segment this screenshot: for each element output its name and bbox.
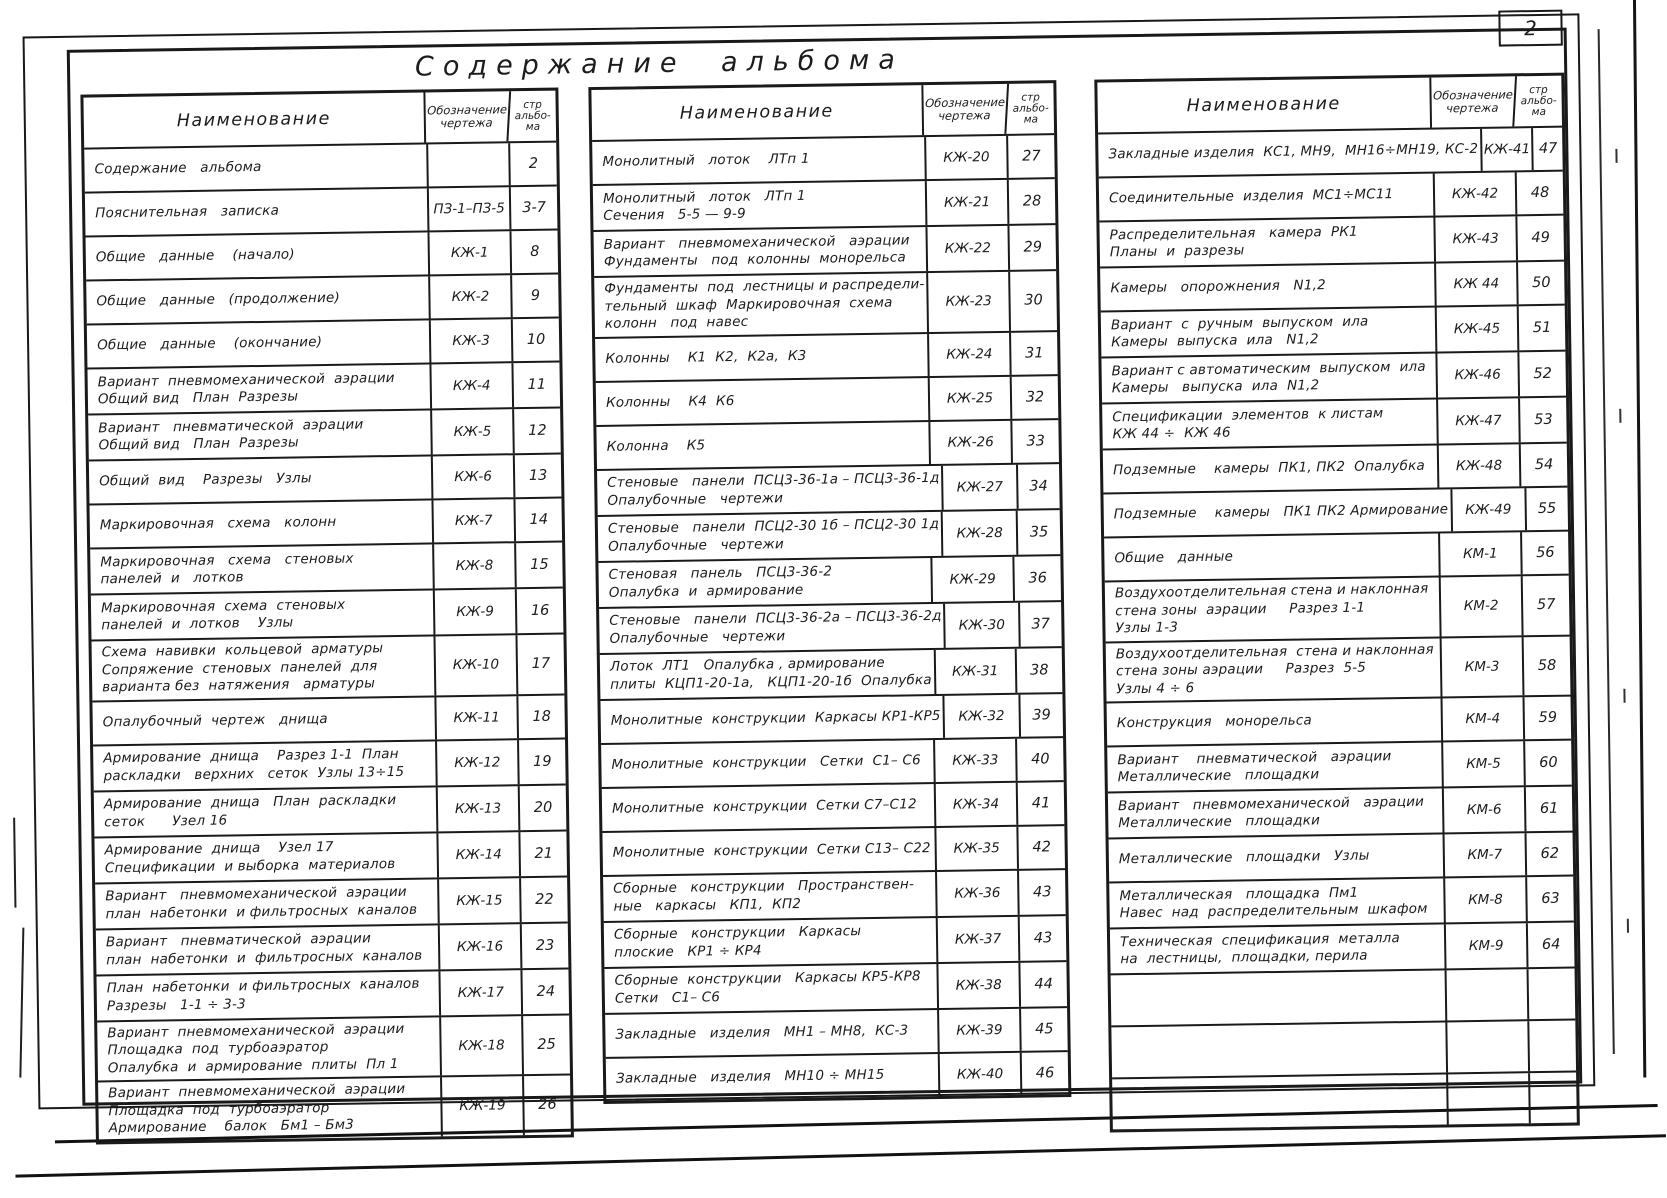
row-album-page [1530, 1073, 1577, 1124]
table-row [599, 600, 1062, 653]
row-album-page: 43 [1032, 883, 1052, 901]
row-name: Сборные конструкции Каркасы КР5-КР8 Сетки С1– С6 [604, 963, 939, 1012]
row-drawing-code: КЖ-30 [945, 602, 1020, 647]
row-name: Вариант пневматической аэрации план набетонки и фильтросных каналов [96, 925, 441, 974]
table-row [604, 960, 1067, 1013]
scan-tick-mark [1615, 149, 1617, 163]
row-album-page: 37 [1031, 615, 1050, 633]
row-drawing-code: КЖ-22 [927, 226, 1010, 271]
row-album-page: 18 [532, 708, 552, 725]
table-row [605, 1006, 1068, 1057]
row-drawing-code: КЖ-3 [431, 319, 514, 362]
row-name: Распределительная камера РК1 Планы и разрезы [1099, 218, 1436, 267]
row-album-page: 22 [535, 891, 554, 908]
row-album-page: 35 [1029, 523, 1049, 541]
header-name: Наименование [83, 92, 426, 147]
row-name: Общие данные (начало) [86, 232, 431, 279]
row-drawing-code: КЖ-42 [1435, 172, 1518, 215]
row-name: Опалубочный чертеж днища [92, 697, 437, 744]
row-album-page: 28 [1022, 193, 1042, 210]
table-row [1111, 967, 1576, 1026]
row-album-page: 17 [531, 655, 551, 673]
table-row [602, 824, 1065, 875]
row-drawing-code: КЖ-10 [435, 635, 518, 695]
row-album-page: 45 [1035, 1020, 1054, 1038]
row-drawing-code: КЖ-25 [930, 376, 1013, 419]
row-album-page: 53 [1534, 411, 1553, 429]
row-drawing-code: КЖ-47 [1438, 398, 1521, 443]
row-album-page: 49 [1531, 229, 1551, 247]
table-row [91, 633, 564, 700]
row-album-page: 43 [1033, 929, 1053, 947]
table-rows [84, 143, 571, 1141]
row-name [1111, 970, 1448, 1025]
row-name: Вариант пневматической аэрации Общий вид План Разрезы [88, 410, 433, 459]
row-name: Армирование днища План раскладки сеток Узел 16 [94, 787, 439, 836]
scan-tick-mark [1623, 689, 1625, 703]
table-row [94, 829, 567, 882]
row-name: Армирование днища Разрез 1-1 План раскладки верхних сеток Узлы 13÷15 [93, 741, 438, 790]
row-drawing-code: КЖ-38 [938, 962, 1021, 1007]
row-drawing-code: КЖ-40 [940, 1052, 1023, 1095]
row-name: Маркировочная схема стеновых панелей и лотков Узлы [91, 590, 436, 639]
table-row [96, 967, 569, 1020]
row-name: Вариант с автоматическим выпуском ила Камеры выпуска ила N1,2 [1101, 354, 1438, 403]
row-name: Лоток ЛТ1 Опалубка , армирование плиты КЦП1-20-1а, КЦП1-20-1б Опалубка [600, 649, 936, 698]
row-album-page: 61 [1539, 800, 1559, 818]
row-name: Общий вид Разрезы Узлы [89, 456, 434, 503]
row-name: Стеновая панель ПСЦ3-36-2 Опалубка и армирование [598, 558, 933, 607]
row-drawing-code: КЖ-48 [1439, 444, 1522, 487]
table-row [1110, 921, 1575, 974]
table-row [98, 1073, 571, 1140]
table-row [593, 177, 1056, 230]
table-row [1104, 530, 1569, 581]
table-row [600, 646, 1063, 699]
table-row [598, 554, 1061, 607]
row-drawing-code: КЖ-17 [440, 970, 523, 1015]
paper-edge-right [1633, 0, 1646, 1078]
row-drawing-code: КЖ-28 [943, 510, 1019, 555]
row-name [1112, 1074, 1449, 1129]
toc-table-right [1094, 73, 1580, 1133]
table-row [1105, 574, 1570, 641]
row-name: Подземные камеры ПК1 ПК2 Армирование [1103, 489, 1452, 536]
row-album-page: 51 [1532, 319, 1552, 337]
table-row [601, 736, 1064, 787]
row-name: Стеновые панели ПСЦ2-30 1б – ПСЦ2-30 1д Опалубочные чертежи [598, 511, 944, 560]
row-drawing-code: КЖ-26 [930, 420, 1013, 463]
row-album-page: 54 [1534, 456, 1554, 474]
row-album-page: 64 [1541, 936, 1561, 954]
row-album-page: 9 [530, 287, 541, 304]
row-drawing-code: КЖ-5 [432, 409, 515, 454]
table-row [1103, 486, 1568, 537]
row-name: Металлические площадки Узлы [1109, 834, 1446, 881]
row-drawing-code: КЖ-14 [438, 832, 521, 877]
table-row [1106, 634, 1571, 701]
row-name: Вариант пневмомеханической аэрации Фундаменты под колонны монорельса [594, 227, 929, 276]
row-album-page: 57 [1536, 597, 1556, 614]
toc-table-middle [588, 80, 1071, 1103]
table-row [93, 737, 566, 790]
row-name: Колонны К4 К6 [596, 378, 931, 425]
paper-edge-left-inner [13, 818, 16, 908]
row-drawing-code: КЖ-41 [1482, 128, 1534, 171]
header-album-page: стр альбо- ма [1012, 90, 1049, 126]
row-name: Металлическая площадка Пм1 Навес над распределительным шкафом [1109, 878, 1446, 927]
table-row [602, 780, 1065, 831]
header-album-page: стр альбо- ма [514, 98, 551, 133]
table-row [1099, 170, 1564, 221]
row-name: Закладные изделия МН10 ÷ МН15 [606, 1053, 941, 1100]
row-name: Вариант пневмомеханической аэрации план набетонки и фильтросных каналов [95, 879, 440, 928]
row-drawing-code: КЖ-31 [935, 648, 1017, 693]
row-drawing-code: КЖ-24 [929, 332, 1012, 375]
table-row [1103, 442, 1568, 493]
header-drawing-code: Обозначение чертежа [424, 91, 511, 142]
row-album-page: 36 [1028, 569, 1048, 587]
row-drawing-code: КЖ-19 [442, 1076, 525, 1136]
table-rows [1098, 128, 1577, 1130]
header-drawing-code: Обозначение чертежа [922, 84, 1009, 135]
row-name: Маркировочная схема стеновых панелей и лотков [90, 544, 435, 593]
paper-edge-right-inner [1598, 29, 1615, 1054]
table-row [598, 508, 1061, 561]
row-album-page: 44 [1034, 975, 1054, 993]
sheet-number: 2 [1524, 16, 1538, 41]
row-album-page: 16 [530, 602, 550, 619]
table-header [83, 91, 556, 150]
table-row [94, 783, 567, 836]
table-row [95, 875, 568, 928]
row-album-page: 55 [1537, 500, 1557, 518]
row-drawing-code: КЖ-1 [429, 231, 512, 274]
row-album-page: 48 [1530, 184, 1550, 202]
row-name: Стеновые панели ПСЦ3-36-1а – ПСЦ3-36-1д Опалубочные чертежи [597, 465, 944, 514]
row-drawing-code: КМ-8 [1445, 877, 1528, 922]
table-row [597, 462, 1060, 515]
row-album-page [1529, 1021, 1576, 1072]
row-album-page: 27 [1022, 148, 1041, 165]
table-row [90, 541, 563, 594]
table-row [84, 143, 557, 192]
header-drawing-code: Обозначение чертежа [1430, 76, 1517, 127]
row-album-page: 52 [1533, 365, 1553, 383]
row-drawing-code: КЖ-45 [1437, 306, 1520, 351]
table-row [85, 185, 558, 236]
table-row [1107, 739, 1572, 792]
row-album-page: 20 [533, 799, 553, 816]
row-drawing-code: КЖ-4 [431, 363, 514, 408]
row-album-page: 47 [1538, 140, 1558, 157]
row-album-page: 41 [1031, 794, 1051, 812]
row-drawing-code: КЖ-34 [936, 782, 1019, 825]
table-row [1101, 304, 1566, 357]
scan-tick-mark [1619, 409, 1621, 423]
table-row [1098, 128, 1563, 177]
row-drawing-code: КЖ-18 [441, 1016, 524, 1076]
row-name: Вариант пневматической аэрации Металлические площадки [1107, 742, 1444, 791]
row-album-page: 2 [528, 155, 539, 172]
table-row [1108, 785, 1573, 838]
row-drawing-code: КЖ-27 [943, 464, 1018, 509]
row-name: Закладные изделия МН1 – МН8, КС-3 [605, 1009, 940, 1056]
row-album-page: 38 [1029, 661, 1049, 679]
row-drawing-code: КМ-5 [1443, 741, 1526, 786]
row-name: Содержание альбома [84, 144, 429, 191]
table-row [600, 692, 1063, 743]
row-name: Схема навивки кольцевой арматуры Сопряжение стеновых панелей для варианта без натяжения арматуры [92, 636, 437, 700]
table-row [606, 1050, 1069, 1101]
row-album-page: 62 [1540, 845, 1560, 863]
row-name: Камеры опорожнения N1,2 [1100, 264, 1437, 311]
table-row [593, 223, 1056, 276]
table-row [595, 330, 1058, 381]
row-drawing-code: КМ-4 [1443, 697, 1526, 740]
row-drawing-code: КЖ-36 [937, 870, 1020, 915]
row-drawing-code: КЖ-8 [434, 543, 517, 588]
paper-edge-left [19, 928, 24, 1078]
row-name: Монолитные конструкции Сетки С1– С6 [601, 740, 936, 787]
table-row [92, 693, 565, 744]
row-album-page: 10 [526, 331, 546, 349]
row-album-page: 42 [1032, 838, 1052, 856]
row-album-page [1529, 969, 1576, 1020]
row-drawing-code: КЖ-29 [932, 556, 1015, 601]
row-drawing-code: КЖ-39 [939, 1008, 1022, 1051]
row-drawing-code: КЖ-32 [944, 694, 1020, 737]
table-row [89, 497, 562, 548]
row-name: Вариант пневмомеханической аэрации Площадка под турбоаэратор Армирование балок Бм1 – Бм3 [98, 1077, 443, 1141]
row-album-page: 34 [1029, 477, 1048, 495]
row-drawing-code: ПЗ-1–ПЗ-5 [429, 187, 512, 230]
row-name: Маркировочная схема колонн [90, 500, 435, 547]
row-drawing-code: КЖ-35 [936, 826, 1019, 869]
row-album-page: 25 [537, 1036, 556, 1053]
row-name: Колонны К1 К2, К2а, К3 [595, 334, 930, 381]
row-drawing-code: КЖ-12 [437, 740, 520, 785]
row-album-page: 60 [1539, 754, 1558, 772]
table-row [86, 273, 559, 324]
row-drawing-code [428, 143, 511, 186]
row-album-page: 29 [1023, 239, 1043, 256]
row-name: Закладные изделия КС1, МН9, МН16÷МН19, КС-2 [1098, 129, 1482, 177]
toc-table-left [80, 88, 574, 1144]
table-row [87, 361, 560, 414]
row-album-page: 8 [530, 243, 540, 260]
table-row [1099, 214, 1564, 267]
content-frame [67, 28, 1583, 1137]
row-name: Подземные камеры ПК1, ПК2 Опалубка [1103, 446, 1440, 493]
table-row [596, 418, 1059, 469]
table-row [1109, 831, 1574, 882]
row-drawing-code: КЖ-2 [430, 275, 513, 318]
row-drawing-code: КЖ-7 [433, 499, 516, 542]
row-name: Монолитные конструкции Сетки С7–С12 [602, 784, 937, 831]
row-name: Конструкция монорельса [1107, 698, 1444, 745]
row-name: Монолитный лоток ЛТп 1 Сечения 5-5 — 9-9 [593, 181, 928, 230]
row-name: Сборные конструкции Пространствен- ные каркасы КП1, КП2 [603, 871, 938, 920]
row-drawing-code: КЖ-37 [938, 916, 1021, 961]
row-name: Вариант пневмомеханической аэрации Площадка под турбоаэратор Опалубка и армирование плиты Пл 1 [97, 1017, 442, 1081]
row-album-page: 30 [1024, 292, 1043, 309]
row-album-page: 40 [1031, 750, 1050, 768]
row-name: Общие данные (окончание) [87, 320, 432, 367]
row-drawing-code: КМ-7 [1445, 833, 1528, 876]
row-name: Стеновые панели ПСЦ3-36-2а – ПСЦ3-36-2д Опалубочные чертежи [599, 603, 946, 652]
row-drawing-code: КЖ-21 [927, 180, 1010, 225]
row-album-page: 15 [530, 556, 549, 573]
table-row [97, 1013, 570, 1080]
table-row [1107, 695, 1572, 746]
row-name: Сборные конструкции Каркасы плоские КР1 ÷ КР4 [604, 917, 939, 966]
row-album-page: 14 [529, 511, 549, 529]
row-name: Монолитный лоток ЛТп 1 [592, 137, 927, 184]
row-drawing-code: КМ-9 [1446, 923, 1529, 968]
header-name: Наименование [1097, 78, 1432, 133]
row-album-page: 46 [1035, 1064, 1055, 1082]
row-name: Техническая спецификация металла на лестницы, площадки, перила [1110, 924, 1447, 973]
row-name: Монолитные конструкции Каркасы КР1-КР5 [600, 695, 945, 742]
table-row [89, 453, 562, 504]
table-row [1102, 396, 1567, 449]
row-drawing-code [1447, 1021, 1530, 1072]
row-album-page: 19 [532, 753, 552, 770]
row-drawing-code: КЖ-15 [439, 878, 522, 923]
header-album-page: стр альбо- ма [1520, 83, 1557, 118]
row-drawing-code [1447, 969, 1530, 1020]
row-name: Пояснительная записка [85, 188, 430, 235]
row-album-page: 31 [1024, 344, 1044, 362]
row-album-page: 39 [1032, 706, 1051, 724]
table-header [1097, 76, 1562, 135]
row-drawing-code: КЖ-9 [435, 589, 518, 634]
row-name [1111, 1022, 1448, 1077]
row-name: План набетонки и фильтросных каналов Разрезы 1-1 ÷ 3-3 [96, 971, 441, 1020]
row-drawing-code [1448, 1073, 1531, 1124]
row-drawing-code: КЖ 44 [1436, 262, 1519, 305]
table-row [592, 135, 1055, 184]
table-row [1109, 875, 1574, 928]
row-name: Общие данные [1104, 533, 1441, 580]
row-drawing-code: КЖ-16 [440, 924, 523, 969]
row-album-page: 59 [1538, 709, 1558, 727]
row-album-page: 33 [1026, 432, 1045, 450]
row-album-page: 63 [1541, 890, 1560, 908]
row-name: Спецификации элементов к листам КЖ 44 ÷ КЖ 46 [1102, 400, 1439, 449]
table-row [1101, 350, 1566, 403]
row-album-page: 3-7 [522, 199, 547, 217]
row-album-page: 32 [1025, 388, 1045, 406]
row-drawing-code: КЖ-11 [436, 696, 519, 739]
header-name: Наименование [591, 85, 924, 140]
row-name: Общие данные (продолжение) [86, 276, 431, 323]
table-row [1100, 260, 1565, 311]
row-name: Воздухоотделительная стена и наклонная стена зоны аэрации Разрез 5-5 Узлы 4 ÷ 6 [1106, 638, 1443, 701]
row-name: Вариант с ручным выпуском ила Камеры выпуска ила N1,2 [1101, 308, 1438, 357]
table-row [85, 229, 558, 280]
table-header [591, 83, 1054, 142]
row-album-page: 11 [527, 376, 547, 394]
table-row [596, 374, 1059, 425]
table-row [604, 914, 1067, 967]
table-row [594, 269, 1057, 336]
row-drawing-code: КМ-1 [1440, 532, 1523, 575]
row-drawing-code: КМ-2 [1441, 576, 1524, 636]
row-drawing-code: КЖ-33 [935, 738, 1018, 781]
row-name: Колонна К5 [596, 422, 931, 469]
scan-tick-mark [1627, 919, 1629, 933]
row-name: Монолитные конструкции Сетки С13– С22 [602, 828, 937, 875]
row-album-page: 58 [1537, 657, 1557, 674]
table-row [96, 921, 569, 974]
row-album-page: 26 [538, 1096, 557, 1114]
row-name: Вариант пневмомеханической аэрации Металлические площадки [1108, 788, 1445, 837]
row-drawing-code: КЖ-43 [1435, 216, 1518, 261]
table-row [1111, 1019, 1576, 1078]
row-album-page: 24 [536, 983, 556, 1000]
page-title: Содержание альбома [414, 44, 905, 83]
table-row [88, 407, 561, 460]
row-drawing-code: КЖ-13 [438, 786, 521, 831]
row-album-page: 56 [1536, 544, 1555, 562]
table-row [1112, 1071, 1577, 1130]
row-drawing-code: КЖ-46 [1437, 352, 1520, 397]
row-drawing-code: КЖ-23 [928, 272, 1011, 332]
row-name: Фундаменты под лестницы и распредели- тельный шкаф Маркировочная схема колонн под навес [594, 273, 929, 336]
row-name: Соединительные изделия МС1÷МС11 [1099, 174, 1436, 221]
row-drawing-code: КЖ-20 [926, 136, 1009, 179]
row-drawing-code: КМ-3 [1442, 637, 1525, 697]
row-album-page: 23 [535, 937, 555, 954]
row-drawing-code: КЖ-49 [1452, 488, 1527, 531]
row-drawing-code: КЖ-6 [433, 455, 516, 498]
row-drawing-code: КМ-6 [1444, 787, 1527, 832]
row-album-page: 12 [528, 422, 547, 440]
row-name: Армирование днища Узел 17 Спецификации и выборка материалов [94, 833, 439, 882]
table-row [603, 868, 1066, 921]
row-album-page: 13 [528, 467, 548, 485]
row-name: Вариант пневмомеханической аэрации Общий вид План Разрезы [87, 364, 432, 413]
table-row [87, 317, 560, 368]
row-album-page: 50 [1532, 274, 1551, 292]
table-row [91, 587, 564, 640]
table-rows [592, 135, 1068, 1100]
row-name: Воздухоотделительная стена и наклонная стена зоны аэрации Разрез 1-1 Узлы 1-3 [1105, 577, 1442, 640]
row-album-page: 21 [534, 845, 554, 862]
